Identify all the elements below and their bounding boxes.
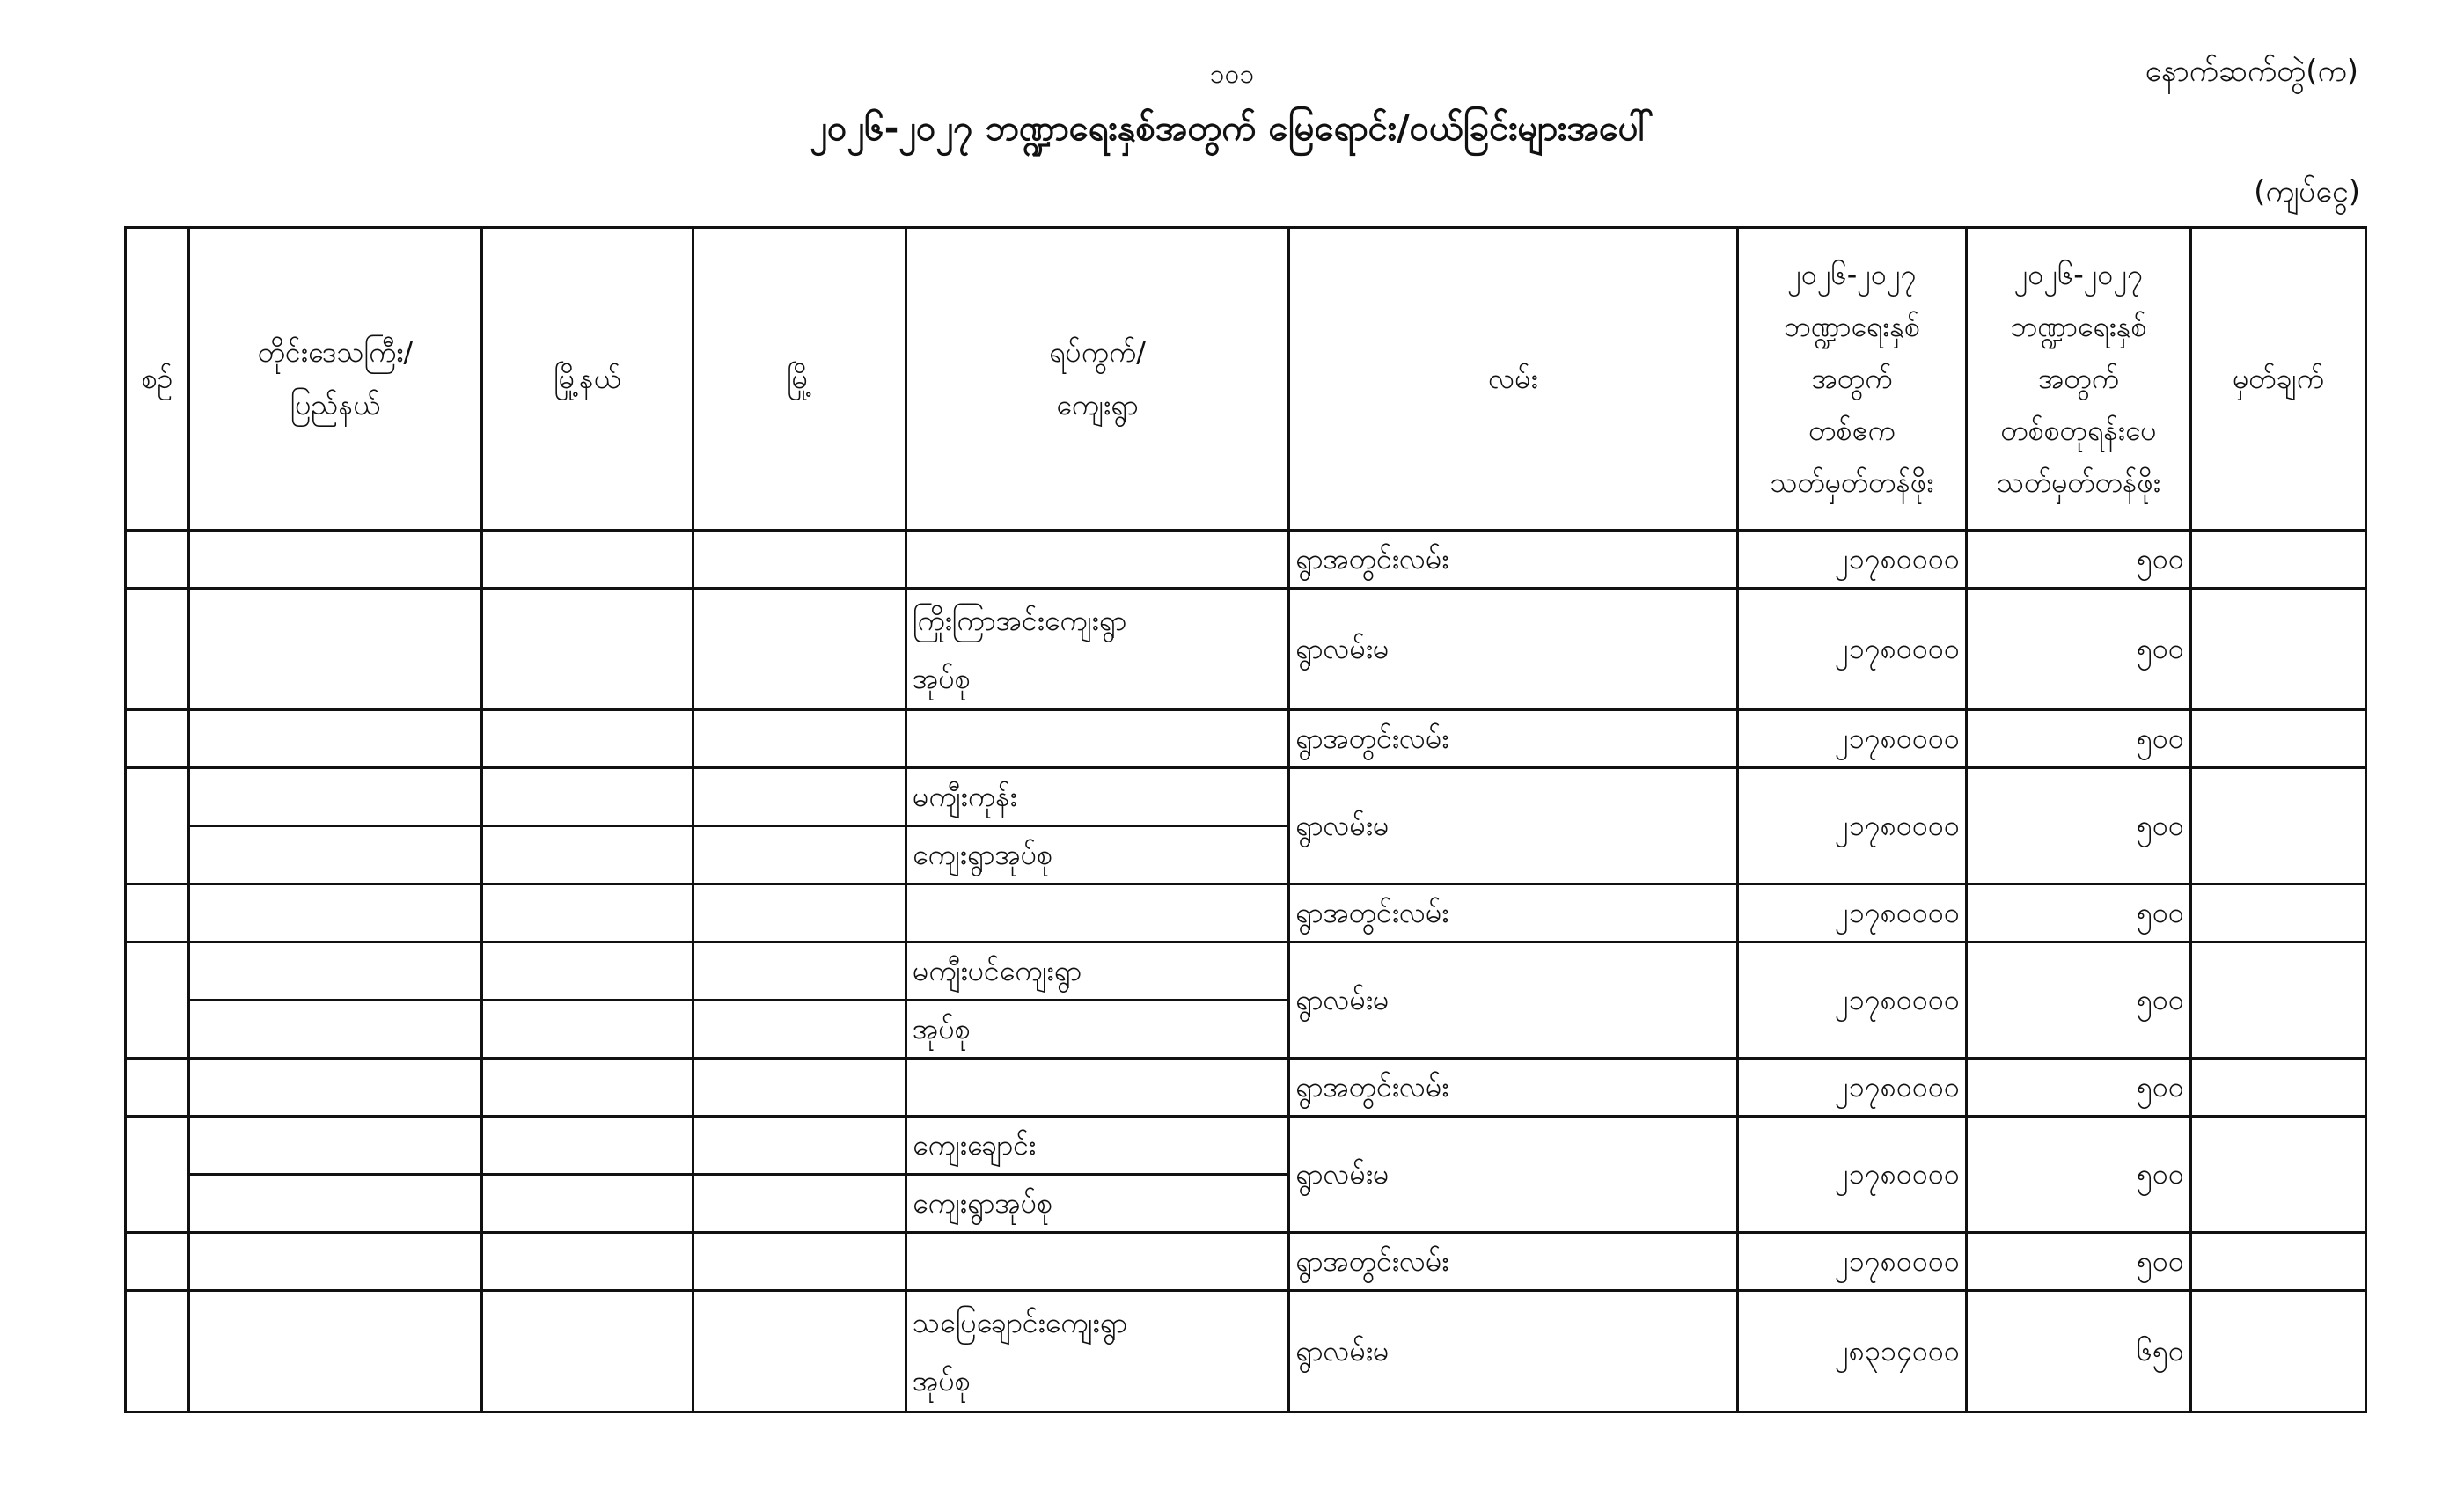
region-cell	[189, 1175, 482, 1233]
district-cell	[482, 710, 693, 768]
value-per-acre-cell: ၂၁၇၈၀၀၀၀	[1738, 1233, 1967, 1291]
value-per-acre-cell: ၂၁၇၈၀၀၀၀	[1738, 1117, 1967, 1233]
ward-village-cell: မကျီးပင်ကျေးရွာ	[906, 942, 1289, 1001]
value-per-acre-cell: ၂၁၇၈၀၀၀၀	[1738, 884, 1967, 942]
land-cell: ရွာအတွင်းလမ်း	[1289, 531, 1738, 589]
district-cell	[482, 531, 693, 589]
value-per-sqft-cell: ၅၀၀	[1967, 1059, 2191, 1117]
ward-village-name-line: အုပ်စု	[913, 661, 971, 695]
value-per-sqft-cell: ၅၀၀	[1967, 710, 2191, 768]
ward-village-name-line: အုပ်စု	[913, 1363, 971, 1397]
town-cell	[693, 1117, 906, 1175]
serial-cell	[126, 942, 189, 1059]
value-per-sqft-cell: ၅၀၀	[1967, 1117, 2191, 1233]
district-cell	[482, 942, 693, 1001]
district-cell	[482, 1059, 693, 1117]
ward-village-cell	[906, 1233, 1289, 1291]
region-cell	[189, 1117, 482, 1175]
district-cell	[482, 884, 693, 942]
value-per-acre-cell: ၂၈၃၁၄၀၀၀	[1738, 1291, 1967, 1412]
town-cell	[693, 1001, 906, 1059]
town-cell	[693, 942, 906, 1001]
serial-cell	[126, 768, 189, 884]
currency-unit-label: (ကျပ်ငွေ)	[2254, 174, 2360, 209]
table-row	[126, 531, 2366, 589]
region-cell	[189, 826, 482, 884]
remarks-cell	[2191, 1233, 2366, 1291]
remarks-cell	[2191, 589, 2366, 710]
remarks-cell	[2191, 710, 2366, 768]
ward-village-cell	[906, 1291, 1289, 1412]
table-header-row	[126, 228, 2366, 531]
ward-village-cell	[906, 589, 1289, 710]
value-per-sqft-cell: ၆၅၀	[1967, 1291, 2191, 1412]
ward-village-cell: ကျေးချောင်း	[906, 1117, 1289, 1175]
remarks-cell	[2191, 942, 2366, 1059]
value-per-acre-cell: ၂၁၇၈၀၀၀၀	[1738, 942, 1967, 1059]
table-body	[126, 531, 2366, 1412]
page-title: ၂၀၂၆-၂၀၂၇ ဘဏ္ဍာရေးနှစ်အတွက် မြေရောင်း/ဝယ်ခြင်းများအပေါ်	[810, 108, 1654, 149]
town-cell	[693, 1175, 906, 1233]
table-row	[126, 1117, 2366, 1175]
region-cell	[189, 710, 482, 768]
land-cell: ရွာလမ်းမ	[1289, 1291, 1738, 1412]
table-row	[126, 1291, 2366, 1412]
ward-village-cell	[906, 531, 1289, 589]
serial-cell	[126, 589, 189, 710]
district-cell	[482, 1117, 693, 1175]
region-cell	[189, 531, 482, 589]
value-per-acre-cell: ၂၁၇၈၀၀၀၀	[1738, 1059, 1967, 1117]
value-per-sqft-cell: ၅၀၀	[1967, 884, 2191, 942]
region-cell	[189, 589, 482, 710]
value-per-sqft-cell: ၅၀၀	[1967, 768, 2191, 884]
serial-cell	[126, 710, 189, 768]
town-cell	[693, 710, 906, 768]
header-remarks: မှတ်ချက်	[2191, 228, 2366, 531]
town-cell	[693, 1291, 906, 1412]
ward-village-cell: အုပ်စု	[906, 1001, 1289, 1059]
serial-cell	[126, 531, 189, 589]
land-cell: ရွာအတွင်းလမ်း	[1289, 1059, 1738, 1117]
header-town: မြို့	[693, 228, 906, 531]
district-cell	[482, 1001, 693, 1059]
region-cell	[189, 1233, 482, 1291]
ward-village-cell: ကျေးရွာအုပ်စု	[906, 1175, 1289, 1233]
annex-label: နောက်ဆက်တွဲ(က)	[2145, 54, 2358, 89]
remarks-cell	[2191, 1117, 2366, 1233]
remarks-cell	[2191, 884, 2366, 942]
header-region: တိုင်းဒေသကြီး/ ပြည်နယ်	[189, 228, 482, 531]
land-cell: ရွာလမ်းမ	[1289, 768, 1738, 884]
page-number: ၁၀၁	[1209, 59, 1255, 90]
town-cell	[693, 826, 906, 884]
district-cell	[482, 589, 693, 710]
region-cell	[189, 768, 482, 826]
town-cell	[693, 531, 906, 589]
remarks-cell	[2191, 531, 2366, 589]
region-cell	[189, 1059, 482, 1117]
serial-cell	[126, 1233, 189, 1291]
ward-village-cell	[906, 710, 1289, 768]
header-district: မြို့နယ်	[482, 228, 693, 531]
table-row	[126, 942, 2366, 1001]
land-cell: ရွာလမ်းမ	[1289, 589, 1738, 710]
land-cell: ရွာအတွင်းလမ်း	[1289, 884, 1738, 942]
table-row	[126, 1233, 2366, 1291]
district-cell	[482, 826, 693, 884]
land-cell: ရွာအတွင်းလမ်း	[1289, 1233, 1738, 1291]
serial-cell	[126, 1117, 189, 1233]
town-cell	[693, 589, 906, 710]
remarks-cell	[2191, 1291, 2366, 1412]
region-cell	[189, 1291, 482, 1412]
value-per-sqft-cell: ၅၀၀	[1967, 1233, 2191, 1291]
land-value-table	[124, 226, 2367, 1413]
header-ward-village: ရပ်ကွက်/ ကျေးရွာ	[906, 228, 1289, 531]
serial-cell	[126, 1059, 189, 1117]
header-land: လမ်း	[1289, 228, 1738, 531]
region-cell	[189, 942, 482, 1001]
land-cell: ရွာလမ်းမ	[1289, 1117, 1738, 1233]
town-cell	[693, 1059, 906, 1117]
value-per-acre-cell: ၂၁၇၈၀၀၀၀	[1738, 768, 1967, 884]
district-cell	[482, 1233, 693, 1291]
value-per-acre-cell: ၂၁၇၈၀၀၀၀	[1738, 531, 1967, 589]
header-serial: စဉ်	[126, 228, 189, 531]
remarks-cell	[2191, 768, 2366, 884]
ward-village-cell	[906, 884, 1289, 942]
ward-village-name-line: ကြိုးကြာအင်းကျေးရွာ	[913, 603, 1127, 637]
value-per-sqft-cell: ၅၀၀	[1967, 531, 2191, 589]
ward-village-name-line: သပြေချောင်းကျေးရွာ	[913, 1305, 1128, 1339]
header-value-per-sqft: ၂၀၂၆-၂၀၂၇ ဘဏ္ဍာရေးနှစ် အတွက် တစ်စတုရန်းပေ သတ်မှတ်တန်ဖိုး	[1967, 228, 2191, 531]
value-per-sqft-cell: ၅၀၀	[1967, 942, 2191, 1059]
ward-village-cell: မကျီးကုန်း	[906, 768, 1289, 826]
table-row	[126, 768, 2366, 826]
town-cell	[693, 768, 906, 826]
district-cell	[482, 1175, 693, 1233]
table-row	[126, 710, 2366, 768]
table-row	[126, 589, 2366, 710]
region-cell	[189, 884, 482, 942]
table-row	[126, 1059, 2366, 1117]
value-per-acre-cell: ၂၁၇၈၀၀၀၀	[1738, 710, 1967, 768]
land-cell: ရွာလမ်းမ	[1289, 942, 1738, 1059]
table-row	[126, 884, 2366, 942]
value-per-acre-cell: ၂၁၇၈၀၀၀၀	[1738, 589, 1967, 710]
ward-village-cell	[906, 1059, 1289, 1117]
serial-cell	[126, 1291, 189, 1412]
district-cell	[482, 768, 693, 826]
town-cell	[693, 884, 906, 942]
region-cell	[189, 1001, 482, 1059]
header-value-per-acre: ၂၀၂၆-၂၀၂၇ ဘဏ္ဍာရေးနှစ် အတွက် တစ်ဧက သတ်မှတ်တန်ဖိုး	[1738, 228, 1967, 531]
land-cell: ရွာအတွင်းလမ်း	[1289, 710, 1738, 768]
serial-cell	[126, 884, 189, 942]
value-per-sqft-cell: ၅၀၀	[1967, 589, 2191, 710]
ward-village-cell: ကျေးရွာအုပ်စု	[906, 826, 1289, 884]
district-cell	[482, 1291, 693, 1412]
remarks-cell	[2191, 1059, 2366, 1117]
town-cell	[693, 1233, 906, 1291]
